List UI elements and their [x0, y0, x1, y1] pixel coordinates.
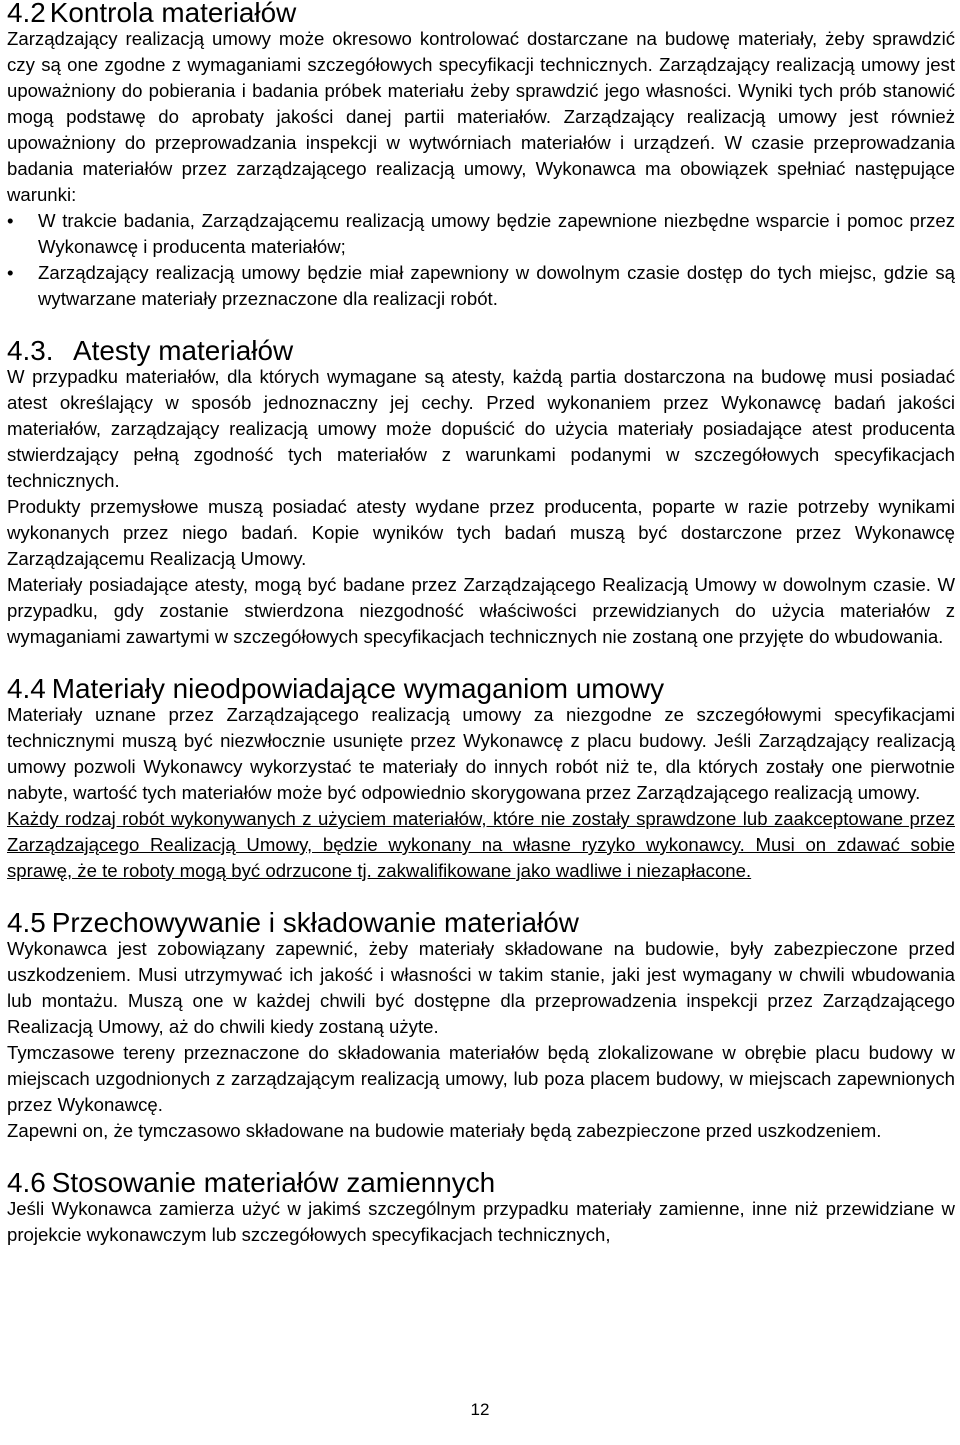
section-number: 4.3.: [7, 335, 54, 366]
section-4-4: [7, 673, 955, 884]
paragraph: Produkty przemysłowe muszą posiadać atesty wydane przez producenta, poparte w razie potrzeby wynikami wykonanych przez niego badań. Kopie wyników tych badań muszą być dostarczone przez Wykonawcę Zarządzającemu Realizacją Umowy.: [7, 496, 955, 569]
paragraph: Zapewni on, że tymczasowo składowane na budowie materiały będą zabezpieczone przed uszkodzeniem.: [7, 1120, 882, 1141]
document-page: [7, 0, 955, 1248]
section-4-3: [7, 335, 955, 650]
section-4-2: [7, 0, 955, 312]
list-item-text: W trakcie badania, Zarządzającemu realizacją umowy będzie zapewnione niezbędne wsparcie i pomoc przez Wykonawcę i producenta materiałów;: [38, 210, 955, 257]
bullet-list: [7, 208, 955, 312]
section-title: Stosowanie materiałów zamiennych: [51, 1167, 496, 1198]
bullet-icon: •: [7, 210, 14, 231]
section-number: 4.2: [7, 0, 46, 28]
section-heading: [7, 673, 955, 704]
paragraph: Zarządzający realizacją umowy może okresowo kontrolować dostarczane na budowę materiały, żeby sprawdzić czy są one zgodne z wymaganiami szczegółowych specyfikacji technicznych. Zarządzający realizacją umowy jest upoważniony do pobierania i badania próbek materiału żeby sprawdzić jego własności. Wyniki tych prób stanowić mogą podstawę do aprobaty jakości danej partii materiałów. Zarządzający realizacją umowy jest również upoważniony do przeprowadzania inspekcji w wytwórniach materiałów i urządzeń. W czasie przeprowadzania badania materiałów przez zarządzającego realizacją umowy, Wykonawca ma obowiązek spełniać następujące warunki:: [7, 28, 955, 205]
section-4-5: [7, 907, 955, 1144]
section-number: 4.5: [7, 907, 46, 938]
paragraph: Tymczasowe tereny przeznaczone do składowania materiałów będą zlokalizowane w obrębie placu budowy w miejscach uzgodnionych z zarządzającym realizacją umowy, lub poza placem budowy, w miejscach zapewnionych przez Wykonawcę.: [7, 1042, 955, 1115]
list-item: [7, 260, 955, 312]
list-item: [7, 208, 955, 260]
section-title: Kontrola materiałów: [49, 0, 297, 28]
section-title: Materiały nieodpowiadające wymaganiom umowy: [51, 673, 665, 704]
section-heading: [7, 907, 955, 938]
page-number: 12: [470, 1400, 490, 1419]
section-number: 4.6: [7, 1167, 46, 1198]
underlined-paragraph: Każdy rodzaj robót wykonywanych z użyciem materiałów, które nie zostały sprawdzone lub zaakceptowane przez Zarządzającego Realizacją Umowy, będzie wykonany na własne ryzyko wykonawcy. Musi on zdawać sobie sprawę, że te roboty mogą być odrzucone tj. zakwalifikowane jako wadliwe i niezapłacone.: [7, 808, 955, 881]
paragraph: Materiały uznane przez Zarządzającego realizacją umowy za niezgodne ze szczegółowymi specyfikacjami technicznymi muszą być niezwłocznie usunięte przez Wykonawcę z placu budowy. Jeśli Zarządzający realizacją umowy pozwoli Wykonawcy wykorzystać te materiały do innych robót niż te, dla których zostały one pierwotnie nabyte, wartość tych materiałów może być odpowiednio skorygowana przez Zarządzającego realizacją umowy.: [7, 704, 955, 803]
section-heading: [7, 0, 955, 26]
section-heading: [7, 1167, 955, 1198]
section-4-6: [7, 1167, 955, 1248]
section-number: 4.4: [7, 673, 46, 704]
section-heading: [7, 335, 955, 366]
list-item-text: Zarządzający realizacją umowy będzie miał zapewniony w dowolnym czasie dostęp do tych miejsc, gdzie są wytwarzane materiały przeznaczone dla realizacji robót.: [38, 262, 955, 309]
section-title: Atesty materiałów: [73, 335, 294, 366]
bullet-icon: •: [7, 262, 14, 283]
paragraph: Materiały posiadające atesty, mogą być badane przez Zarządzającego Realizacją Umowy w dowolnym czasie. W przypadku, gdy zostanie stwierdzona niezgodność właściwości przewidzianych do użycia materiałów z wymaganiami zawartymi w szczegółowych specyfikacjach technicznych nie zostaną one przyjęte do wbudowania.: [7, 574, 955, 647]
paragraph: W przypadku materiałów, dla których wymagane są atesty, każdą partia dostarczona na budowę musi posiadać atest określający w sposób jednoznaczny jej cechy. Przed wykonaniem przez Wykonawcę badań jakości materiałów, zarządzający realizacją umowy może dopuścić do użycia materiały posiadające atest producenta stwierdzający pełną zgodność tych materiałów z warunkami podanymi w szczegółowych specyfikacjach technicznych.: [7, 366, 955, 491]
paragraph: Wykonawca jest zobowiązany zapewnić, żeby materiały składowane na budowie, były zabezpieczone przed uszkodzeniem. Musi utrzymywać ich jakość i własności w takim stanie, jaki jest wymagany w chwili wbudowania lub montażu. Muszą one w każdej chwili być dostępne dla przeprowadzenia inspekcji przez Zarządzającego Realizacją Umowy, aż do chwili kiedy zostaną użyte.: [7, 938, 955, 1037]
paragraph: Jeśli Wykonawca zamierza użyć w jakimś szczególnym przypadku materiały zamienne, inne niż przewidziane w projekcie wykonawczym lub szczegółowych specyfikacjach technicznych,: [7, 1198, 955, 1245]
section-title: Przechowywanie i składowanie materiałów: [51, 907, 579, 938]
